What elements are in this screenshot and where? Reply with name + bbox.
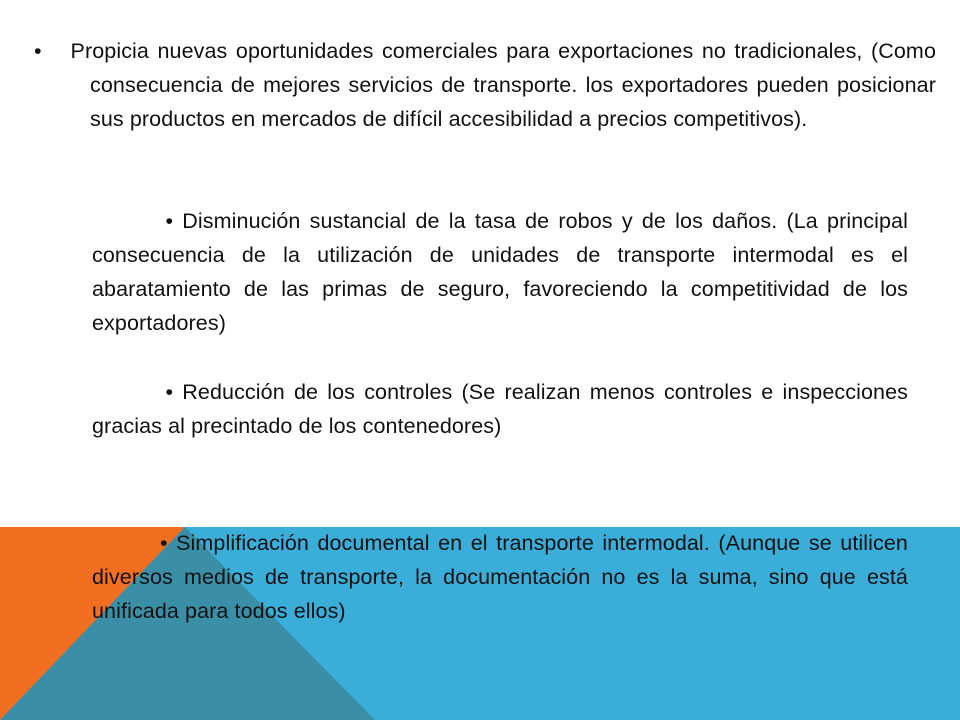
bullet-paragraph-3 bbox=[92, 375, 908, 443]
bullet-3: • bbox=[165, 380, 174, 404]
bullet-paragraph-4 bbox=[92, 526, 908, 628]
bullet-paragraph-1: • Propicia nuevas oportunidades comerciales para exportaciones no tradicionales, (Como consecuencia de mejores servicios de transporte. los exportadores pueden posicionar sus productos en mercados de difícil accesibilidad a precios competitivos). bbox=[34, 39, 936, 131]
paragraph-1-text: Propicia nuevas oportunidades comerciales para exportaciones no tradicionales, (Como consecuencia de mejores servicios de transporte. los exportadores pueden posicionar sus productos en mercados de difícil accesibilidad a precios competitivos). bbox=[70, 39, 936, 131]
paragraph-4-text: Simplificación documental en el transporte intermodal. (Aunque se utilicen diversos medios de transporte, la documentación no es la suma, sino que está unificada para todos ellos) bbox=[92, 531, 908, 623]
bullet-2: • bbox=[165, 209, 174, 233]
bullet-paragraph-2 bbox=[92, 204, 908, 340]
paragraph-3-text: Reducción de los controles (Se realizan menos controles e inspecciones gracias al precintado de los contenedores) bbox=[92, 380, 909, 438]
paragraph-2-text: Disminución sustancial de la tasa de robos y de los daños. (La principal consecuencia de la utilización de unidades de transporte intermodal es el abaratamiento de las primas de seguro, favoreciendo la competitividad de los exportadores) bbox=[92, 209, 908, 335]
bullet-4: • bbox=[159, 531, 168, 555]
